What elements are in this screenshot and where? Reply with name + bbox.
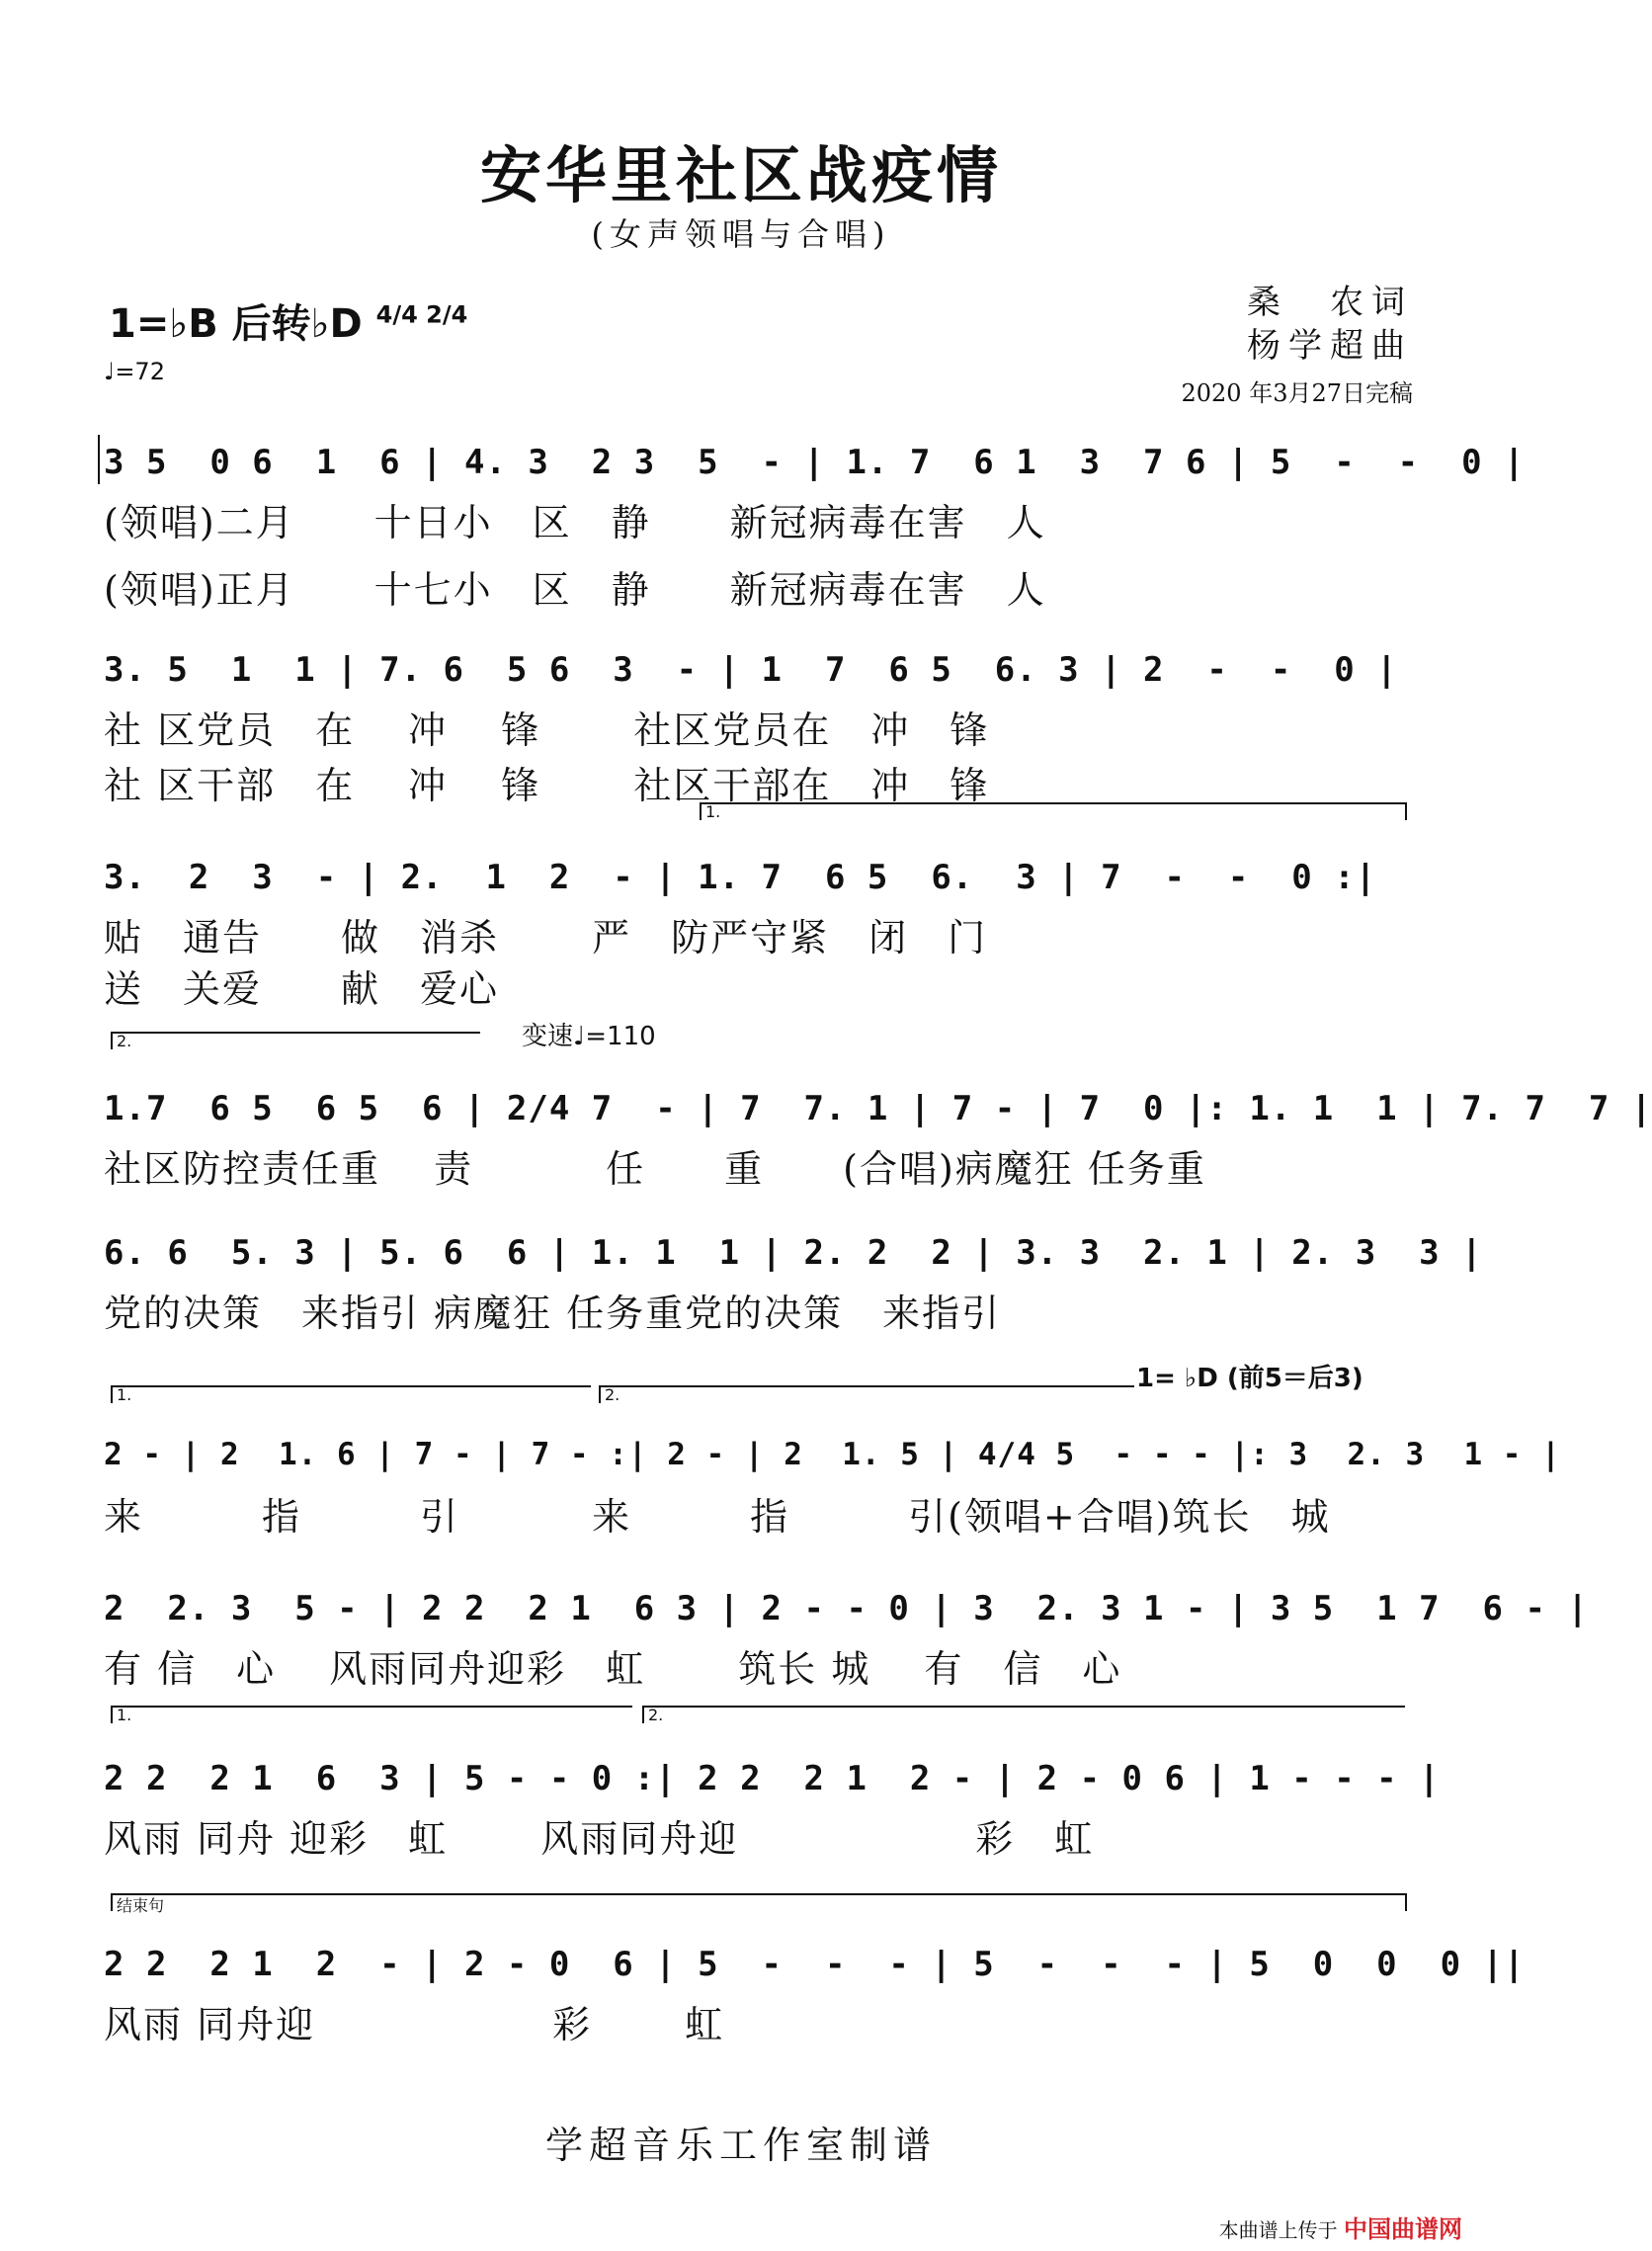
lyric-line-2b: 社 区干部 在 冲 锋 社区干部在 冲 锋 [104,764,990,807]
lyric-line-9: 风雨 同舟迎 彩 虹 [104,2003,725,2046]
notes-line-4: 1.7 6 5 6 5 6 | 2/4 7 - | 7 7. 1 | 7 - | 7 0 |: 1. 1 1 | 7. 7 7 | [104,1089,1652,1128]
lyric-line-3a: 贴 通告 做 消杀 严 防严守紧 闭 门 [104,916,988,959]
page-title: 安华里社区战疫情 [479,139,1002,211]
time-signature: 4/4 2/4 [375,300,468,329]
source-brand[interactable]: 中国曲谱网 [1344,2215,1462,2243]
lyric-line-3b: 送 关爱 献 爱心 [104,967,500,1011]
notes-line-5: 6. 6 5. 3 | 5. 6 6 | 1. 1 1 | 2. 2 2 | 3. 3 2. 1 | 2. 3 3 | [104,1233,1483,1273]
volta-2-bracket: 2. [111,1032,480,1049]
volta-1-bracket: 1. [700,802,1407,820]
key-change: 1= ♭D (前5＝后3) [1136,1364,1363,1393]
lyric-line-8: 风雨 同舟 迎彩 虹 风雨同舟迎 彩 虹 [104,1817,1095,1861]
tempo-marking: ♩=72 [104,358,165,385]
tempo-change: 变速♩=110 [522,1022,656,1051]
lyric-line-6: 来 指 引 来 指 引(领唱+合唱)筑长 城 [104,1495,1331,1539]
page-subtitle: (女声领唱与合唱) [591,215,891,253]
ending-label: 结束句 [117,1896,165,1915]
lyric-line-4: 社区防控责任重 责 任 重 (合唱)病魔狂 任务重 [104,1147,1206,1191]
notes-line-7: 2 2. 3 5 - | 2 2 2 1 6 3 | 2 - - 0 | 3 2. 3 1 - | 3 5 1 7 6 - | [104,1589,1589,1628]
lyric-line-5: 党的决策 来指引 病魔狂 任务重党的决策 来指引 [104,1292,1002,1335]
volta-2-bracket-b: 2. [599,1385,1134,1403]
lyric-line-7: 有 信 心 风雨同舟迎彩 虹 筑长 城 有 信 心 [104,1647,1122,1691]
volta-1-bracket-b: 1. [111,1385,591,1403]
notes-line-2: 3. 5 1 1 | 7. 6 5 6 3 - | 1 7 6 5 6. 3 | 2 - - 0 | [104,650,1398,690]
notes-line-6: 2 - | 2 1. 6 | 7 - | 7 - :| 2 - | 2 1. 5 | 4/4 5 - - - |: 3 2. 3 1 - | [104,1437,1561,1472]
key-signature [109,292,467,349]
notes-line-9: 2 2 2 1 2 - | 2 - 0 6 | 5 - - - | 5 - - - | 5 0 0 0 || [104,1945,1526,1984]
notes-line-1: 3 5 0 6 1 6 | 4. 3 2 3 5 - | 1. 7 6 1 3 7 6 | 5 - - 0 | [104,443,1526,482]
lyric-line-2a: 社 区党员 在 冲 锋 社区党员在 冲 锋 [104,709,990,752]
studio-footer: 学超音乐工作室制谱 [544,2124,937,2167]
source-text: 本曲谱上传于 [1218,2218,1338,2242]
key-label: 1=♭B 后转♭D [109,301,363,347]
lyricist-credit: 桑 农词 [1247,283,1413,322]
volta-1-bracket-c: 1. [111,1706,632,1723]
volta-2-bracket-c: 2. [642,1706,1405,1723]
notes-line-3: 3. 2 3 - | 2. 1 2 - | 1. 7 6 5 6. 3 | 7 - - 0 :| [104,858,1377,897]
notes-line-8: 2 2 2 1 6 3 | 5 - - 0 :| 2 2 2 1 2 - | 2 - 0 6 | 1 - - - | [104,1759,1441,1798]
source-note [1219,2209,1462,2244]
lyric-line-1b: (领唱)正月 十七小 区 静 新冠病毒在害 人 [104,568,1046,612]
lyric-line-1a: (领唱)二月 十日小 区 静 新冠病毒在害 人 [104,501,1046,544]
repeat-start-bar [98,435,100,484]
ending-bracket [111,1893,1407,1915]
composer-credit: 杨学超曲 [1247,326,1413,366]
completion-date: 2020 年3月27日完稿 [1181,379,1413,407]
